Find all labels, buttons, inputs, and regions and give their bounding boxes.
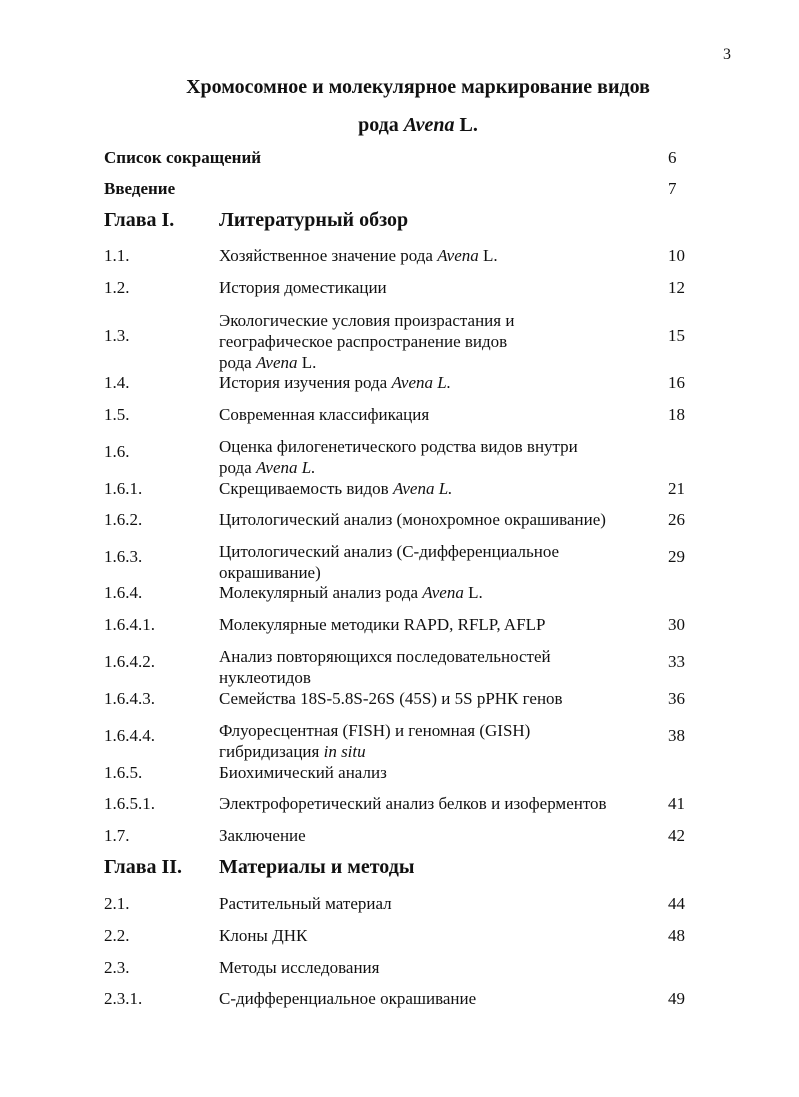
document-title-line-1: Хромосомное и молекулярное маркирование видов (186, 76, 650, 98)
document-title-line-2: рода Avena L. (358, 114, 478, 136)
page-number: 3 (723, 46, 731, 63)
